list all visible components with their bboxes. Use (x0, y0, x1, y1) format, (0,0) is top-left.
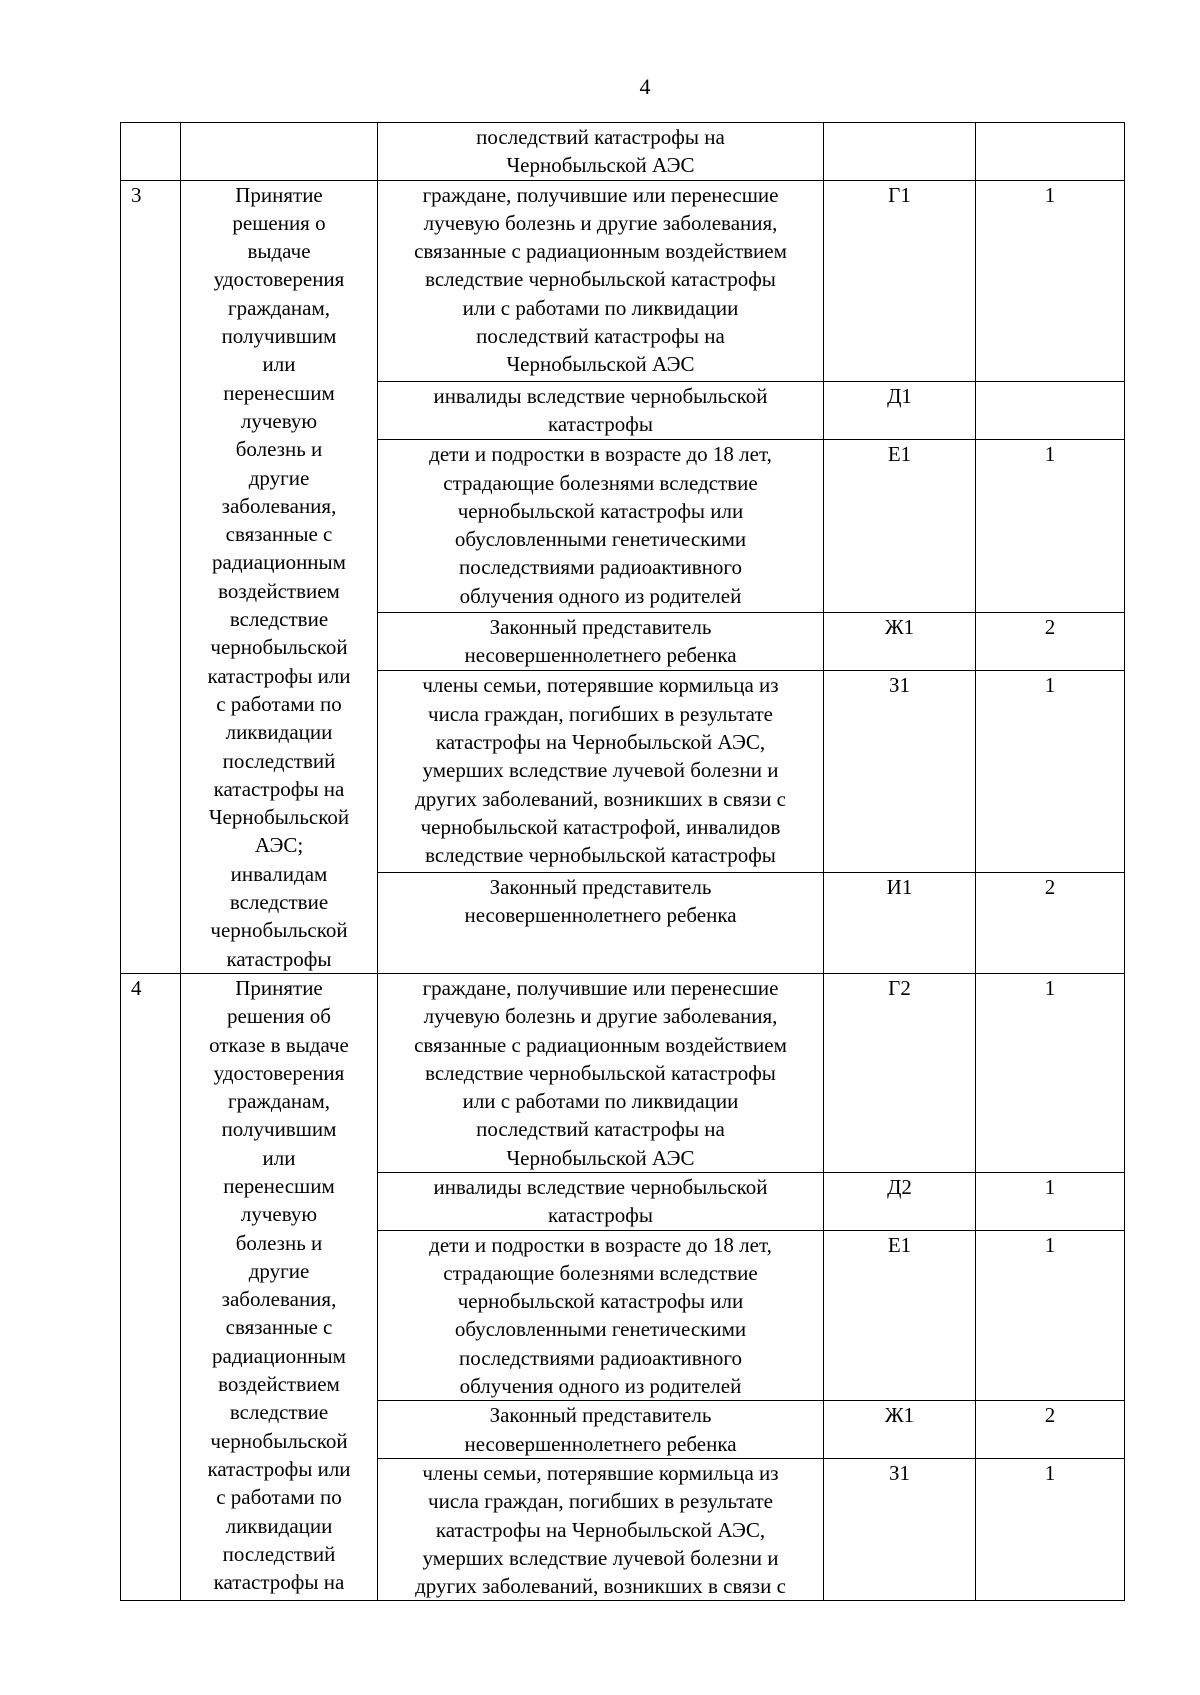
category-cell-line: чернобыльской катастрофы или (457, 498, 744, 523)
action-cell-line: выдаче (247, 239, 311, 264)
action-cell-line: лучевую (240, 408, 318, 433)
action-cell-line: Принятие (235, 975, 323, 1000)
action-cell-line: ликвидации (225, 1513, 333, 1538)
action-cell-line: гражданам, (227, 1089, 331, 1114)
code-cell: Д1 (824, 382, 976, 440)
category-cell (378, 671, 824, 872)
action-cell-line: заболевания, (221, 493, 337, 518)
action-cell-line: решения об (227, 1004, 331, 1029)
category-cell-line: Чернобыльской АЭС (506, 352, 695, 377)
category-cell-line: других заболеваний, возникших в связи с (415, 1574, 786, 1599)
action-cell-line: или (262, 1145, 296, 1170)
category-cell-line: числа граждан, погибших в результате (428, 1489, 773, 1514)
category-cell-line: катастрофы (548, 1203, 653, 1228)
action-cell-line: вследствие (229, 607, 329, 632)
category-cell-line: катастрофы (548, 412, 653, 437)
category-cell-line: катастрофы на Чернобыльской АЭС, (435, 1517, 766, 1542)
category-cell-line: дети и подростки в возрасте до 18 лет, (429, 442, 772, 467)
category-cell (378, 1230, 824, 1401)
category-cell-line: Законный представитель (489, 1403, 712, 1428)
count-cell: 2 (976, 872, 1125, 973)
action-cell-line: удостоверения (213, 1060, 345, 1085)
category-cell-line: Чернобыльской АЭС (506, 153, 695, 178)
category-cell-line: последствий катастрофы на (476, 1117, 725, 1142)
action-cell-line: получившим (221, 324, 337, 349)
count-cell: 1 (976, 440, 1125, 613)
action-cell-line: чернобыльской (210, 1428, 348, 1453)
category-cell-line: обусловленными генетическими (454, 1317, 747, 1342)
category-cell-line: или с работами по ликвидации (462, 295, 739, 320)
category-cell (378, 872, 824, 973)
code-cell: Е1 (824, 1230, 976, 1401)
count-cell: 1 (976, 973, 1125, 1172)
action-cell-line: воздействием (218, 578, 340, 603)
category-cell-line: инвалиды вследствие чернобыльской (433, 384, 768, 408)
action-cell-line: катастрофы (226, 946, 332, 971)
action-cell-line: вследствие (229, 890, 329, 915)
count-cell: 1 (976, 180, 1125, 381)
action-cell (181, 973, 378, 1601)
action-cell-line: с работами по (216, 691, 342, 716)
category-cell-line: вследствие чернобыльской катастрофы (425, 267, 776, 292)
category-cell-line: несовершеннолетнего ребенка (464, 1431, 737, 1456)
action-cell-line: чернобыльской (210, 635, 348, 660)
category-cell-line: граждане, получившие или перенесшие (422, 975, 779, 1000)
category-cell-line: последствий катастрофы на (476, 324, 725, 349)
category-cell-line: облучения одного из родителей (459, 1374, 742, 1399)
category-cell (378, 440, 824, 613)
action-cell-line: Принятие (235, 182, 323, 207)
action-cell-line: воздействием (218, 1372, 340, 1397)
code-cell: Д2 (824, 1172, 976, 1230)
category-cell-line: умерших вследствие лучевой болезни и (422, 758, 779, 783)
action-cell-line: получившим (221, 1117, 337, 1142)
action-cell-line: последствий (222, 748, 336, 773)
action-cell-line: решения о (232, 210, 326, 235)
code-cell: И1 (824, 872, 976, 973)
code-cell: З1 (824, 1458, 976, 1600)
category-cell-line: связанные с радиационным воздействием (414, 1032, 787, 1057)
category-cell-line: чернобыльской катастрофой, инвалидов (420, 814, 781, 839)
category-cell-line: последствиями радиоактивного (458, 555, 743, 580)
category-cell-line: дети и подростки в возрасте до 18 лет, (429, 1232, 772, 1257)
action-cell-line: другие (248, 1258, 310, 1283)
category-cell-line: чернобыльской катастрофы или (457, 1289, 744, 1314)
category-cell-line: несовершеннолетнего ребенка (464, 903, 737, 928)
category-cell-line: лучевую болезнь и другие заболевания, (423, 1004, 778, 1029)
action-cell-line: перенесшим (223, 1173, 335, 1198)
action-cell-line: отказе в выдаче (209, 1032, 349, 1057)
code-cell: Ж1 (824, 613, 976, 671)
code-cell: Г2 (824, 973, 976, 1172)
category-cell-line: связанные с радиационным воздействием (414, 239, 787, 264)
category-cell-line: члены семьи, потерявшие кормильца из (422, 673, 779, 698)
category-cell-line: последствий катастрофы на (476, 125, 725, 149)
services-table (120, 122, 1125, 1601)
code-cell: Г1 (824, 180, 976, 381)
action-cell-line: катастрофы на (213, 776, 345, 801)
category-cell-line: Законный представитель (489, 874, 712, 899)
code-cell: З1 (824, 671, 976, 872)
action-cell-line: удостоверения (213, 267, 345, 292)
action-cell-line: болезнь и (235, 437, 323, 462)
category-cell-line: страдающие болезнями вследствие (443, 470, 758, 495)
category-cell (378, 1172, 824, 1230)
page-number: 4 (639, 74, 651, 99)
action-cell-line: ликвидации (225, 720, 333, 745)
category-cell (378, 180, 824, 381)
action-cell-line: чернобыльской (210, 918, 348, 943)
category-cell-line: несовершеннолетнего ребенка (464, 643, 737, 668)
action-cell-line: вследствие (229, 1400, 329, 1425)
action-cell-line: лучевую (240, 1202, 318, 1227)
row-number: 4 (121, 973, 181, 1601)
category-cell-line: инвалиды вследствие чернобыльской (433, 1174, 768, 1199)
category-cell-line: страдающие болезнями вследствие (443, 1260, 758, 1285)
action-cell-line: другие (248, 465, 310, 490)
action-cell-line: или (262, 352, 296, 377)
action-cell-line: перенесшим (223, 380, 335, 405)
action-cell-line: болезнь и (235, 1230, 323, 1255)
action-cell-line: катастрофы на (213, 1570, 345, 1595)
action-cell (181, 180, 378, 973)
action-cell-line: Чернобыльской (208, 805, 350, 830)
action-cell-line: катастрофы или (207, 663, 351, 688)
count-cell: 2 (976, 613, 1125, 671)
action-cell-line: связанные с (225, 1315, 333, 1340)
table-row (121, 180, 1125, 381)
category-cell-line: Чернобыльской АЭС (506, 1145, 695, 1170)
category-cell-line: вследствие чернобыльской катастрофы (425, 1060, 776, 1085)
code-cell: Ж1 (824, 1401, 976, 1459)
table-row (121, 973, 1125, 1172)
category-cell-line: Законный представитель (489, 615, 712, 640)
category-cell (378, 613, 824, 671)
category-cell-line: числа граждан, погибших в результате (428, 701, 773, 726)
category-cell-line: облучения одного из родителей (459, 583, 742, 608)
category-cell-line: других заболеваний, возникших в связи с (415, 786, 786, 811)
category-cell-line: обусловленными генетическими (454, 527, 747, 552)
category-cell (378, 123, 824, 181)
action-cell-line: инвалидам (230, 861, 328, 886)
action-cell-line: с работами по (216, 1485, 342, 1510)
action-cell (181, 123, 378, 181)
action-cell-line: связанные с (225, 522, 333, 547)
number-cell (121, 123, 181, 181)
category-cell (378, 382, 824, 440)
count-cell (976, 382, 1125, 440)
category-cell-line: умерших вследствие лучевой болезни и (422, 1545, 779, 1570)
count-cell: 1 (976, 1172, 1125, 1230)
category-cell-line: лучевую болезнь и другие заболевания, (423, 210, 778, 235)
table-body (121, 123, 1125, 1601)
category-cell-line: последствиями радиоактивного (458, 1345, 743, 1370)
category-cell-line: граждане, получившие или перенесшие (422, 182, 779, 207)
category-cell-line: члены семьи, потерявшие кормильца из (422, 1460, 779, 1485)
code-cell: Е1 (824, 440, 976, 613)
table-row (121, 123, 1125, 181)
count-cell: 1 (976, 1458, 1125, 1600)
code-cell (824, 123, 976, 181)
category-cell (378, 1401, 824, 1459)
action-cell-line: гражданам, (227, 295, 331, 320)
count-cell: 2 (976, 1401, 1125, 1459)
count-cell (976, 123, 1125, 181)
category-cell-line: вследствие чернобыльской катастрофы (425, 843, 776, 868)
count-cell: 1 (976, 671, 1125, 872)
category-cell (378, 973, 824, 1172)
action-cell-line: заболевания, (221, 1287, 337, 1312)
row-number: 3 (121, 180, 181, 973)
category-cell (378, 1458, 824, 1600)
category-cell-line: или с работами по ликвидации (462, 1089, 739, 1114)
category-cell-line: катастрофы на Чернобыльской АЭС, (435, 729, 766, 754)
action-cell-line: АЭС; (254, 833, 304, 858)
action-cell-line: радиационным (212, 1343, 346, 1368)
action-cell-line: катастрофы или (207, 1456, 351, 1481)
action-cell-line: последствий (222, 1541, 336, 1566)
count-cell: 1 (976, 1230, 1125, 1401)
action-cell-line: радиационным (212, 550, 346, 575)
